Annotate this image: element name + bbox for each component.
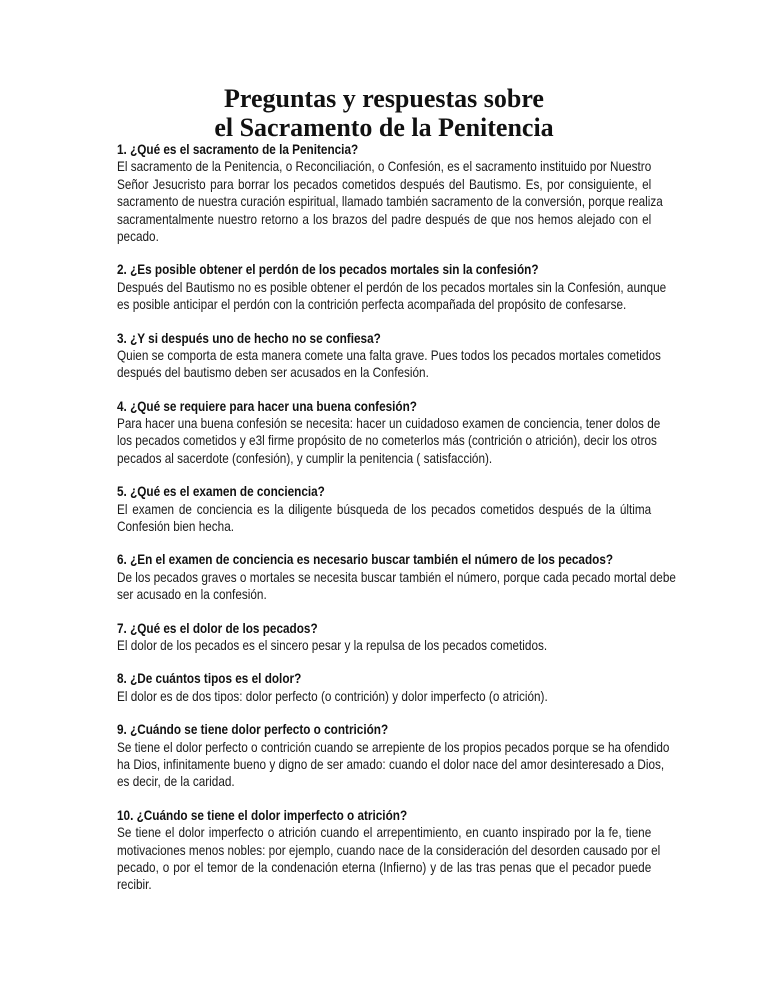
qa-section xyxy=(117,483,651,535)
question-heading: 9. ¿Cuándo se tiene dolor perfecto o contrición? xyxy=(117,721,389,738)
answer-line: después del bautismo deben ser acusados en la Confesión. xyxy=(117,364,429,381)
question-heading: 4. ¿Qué se requiere para hacer una buena confesión? xyxy=(117,397,417,414)
qa-section xyxy=(117,329,661,382)
qa-section xyxy=(117,721,670,791)
question-heading: 8. ¿De cuántos tipos es el dolor? xyxy=(117,670,302,687)
answer-line: El examen de conciencia es la diligente búsqueda de los pecados cometidos después de la última xyxy=(117,500,652,517)
answer-line: es decir, de la caridad. xyxy=(117,773,235,790)
answer-line: Confesión bien hecha. xyxy=(117,518,235,535)
qa-section xyxy=(117,670,651,705)
answer-line: pecado, o por el temor de la condenación eterna (Infierno) y de las tras penas que el pecador puede xyxy=(117,858,652,875)
answer-line: ha Dios, infinitamente bueno y digno de ser amado: cuando el dolor nace del amor desinteresado a Dios, xyxy=(117,755,665,772)
qa-section xyxy=(117,806,661,894)
question-heading: 10. ¿Cuándo se tiene el dolor imperfecto o atrición? xyxy=(117,806,408,823)
answer-line: Quien se comporta de esta manera comete una falta grave. Pues todos los pecados mortales cometidos xyxy=(117,346,661,363)
answer-line: El sacramento de la Penitencia, o Reconciliación, o Confesión, es el sacramento instituido por Nuestro xyxy=(117,158,652,175)
answer-line: pecados al sacerdote (confesión), y cumplir la penitencia ( satisfacción). xyxy=(117,449,493,466)
answer-line: Después del Bautismo no es posible obtener el perdón de los pecados mortales sin la Confesión, aunque xyxy=(117,278,667,295)
qa-section xyxy=(117,261,667,313)
answer-line: Señor Jesucristo para borrar los pecados cometidos después del Bautismo. Es, por consiguiente, el xyxy=(117,175,652,192)
answer-line: sacramentalmente nuestro retorno a los brazos del padre después de que nos hemos alejado con el xyxy=(117,210,652,227)
qa-section xyxy=(117,397,661,468)
question-heading: 7. ¿Qué es el dolor de los pecados? xyxy=(117,619,318,636)
answer-line: El dolor de los pecados es el sincero pesar y la repulsa de los pecados cometidos. xyxy=(117,636,548,653)
question-heading: 6. ¿En el examen de conciencia es necesario buscar también el número de los pecados? xyxy=(117,551,614,568)
answer-line: sacramento de nuestra curación espiritual, llamado también sacramento de la conversión, porque realiza xyxy=(117,193,663,210)
answer-line: ser acusado en la confesión. xyxy=(117,586,267,603)
qa-list xyxy=(117,141,676,910)
qa-section xyxy=(117,141,663,245)
answer-line: recibir. xyxy=(117,876,152,893)
title-line-2: el Sacramento de la Penitencia xyxy=(214,113,554,142)
answer-line: los pecados cometidos y e3l firme propósito de no cometerlos más (contrición o atrición), decir los otros xyxy=(117,432,657,449)
answer-line: De los pecados graves o mortales se necesita buscar también el número, porque cada pecado mortal debe xyxy=(117,568,676,585)
qa-section xyxy=(117,551,676,603)
answer-line: pecado. xyxy=(117,227,159,244)
question-heading: 5. ¿Qué es el examen de conciencia? xyxy=(117,483,325,500)
answer-line: El dolor es de dos tipos: dolor perfecto (o contrición) y dolor imperfecto (o atrición). xyxy=(117,687,548,704)
document-title xyxy=(0,84,768,142)
answer-line: Se tiene el dolor imperfecto o atrición cuando el arrepentimiento, en cuanto inspirado por la fe, tiene xyxy=(117,824,652,841)
question-heading: 2. ¿Es posible obtener el perdón de los pecados mortales sin la confesión? xyxy=(117,261,539,278)
answer-line: Se tiene el dolor perfecto o contrición cuando se arrepiente de los propios pecados porque se ha ofendido xyxy=(117,738,670,755)
question-heading: 1. ¿Qué es el sacramento de la Penitencia? xyxy=(117,141,359,157)
answer-line: motivaciones menos nobles: por ejemplo, cuando nace de la consideración del desorden causado por el xyxy=(117,841,661,858)
answer-line: es posible anticipar el perdón con la contrición perfecta acompañada del propósito de confesarse. xyxy=(117,296,627,313)
title-line-1: Preguntas y respuestas sobre xyxy=(224,84,544,113)
question-heading: 3. ¿Y si después uno de hecho no se confiesa? xyxy=(117,329,381,346)
answer-line: Para hacer una buena confesión se necesita: hacer un cuidadoso examen de conciencia, tener dolos de xyxy=(117,415,661,432)
qa-section xyxy=(117,620,651,655)
